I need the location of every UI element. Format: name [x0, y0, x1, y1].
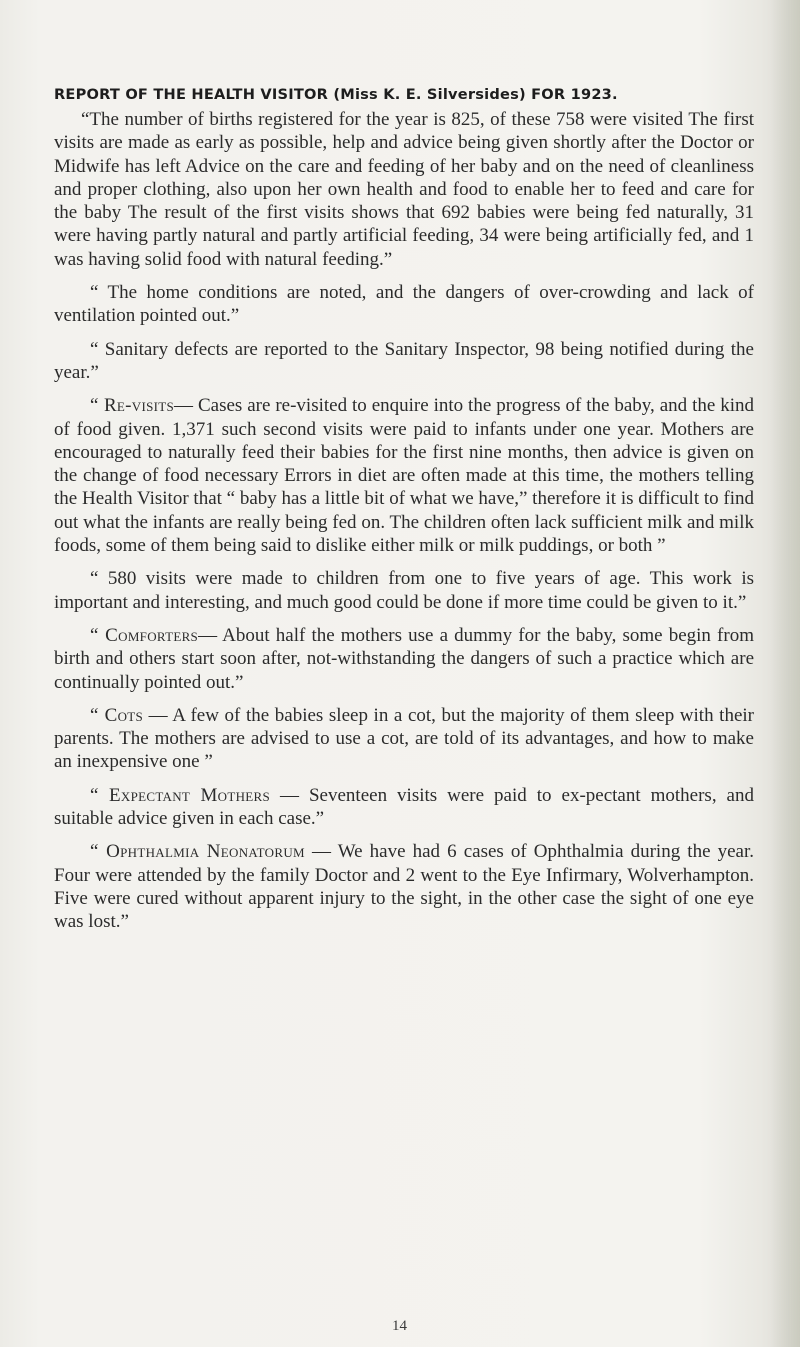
page-number: 14	[392, 1318, 407, 1334]
paragraph-home-conditions	[54, 281, 754, 328]
paragraph-lead: “ Expectant Mothers	[90, 784, 271, 806]
paragraph-re-visits	[54, 394, 754, 557]
paragraph-text: “The number of births registered for the year is 825, of these 758 were visited The first visits are made as early as possible, help and advice being given shortly after the Doctor or Midwife has left Advice on the care and feeding of her baby and on the need of cleanliness and proper clothing, also upon her own health and food to enable her to feed and care for the baby The result of the first visits shows that 692 babies were being fed naturally, 31 were having partly natural and partly artificial feeding, 34 were being artificially fed, and 1 was having solid food with natural feeding.”	[54, 109, 754, 270]
paragraph-comforters	[54, 624, 754, 694]
report-heading: REPORT OF THE HEALTH VISITOR (Miss K. E. Silversides) FOR 1923.	[54, 86, 618, 103]
paragraph-sanitary-defects	[54, 338, 754, 385]
paragraph-cots	[54, 704, 754, 774]
report-body	[54, 86, 754, 944]
paragraph-ophthalmia	[54, 840, 754, 933]
paragraph-child-visits	[54, 567, 754, 614]
paragraph-text: — Cases are re-visited to enquire into the progress of the baby, and the kind of food given. 1,371 such second visits were paid to infants under one year. Mothers are encouraged to naturally feed their babies for the first nine months, then advice is given on the change of food necessary Errors in diet are often made at this time, the mothers telling the Health Visitor that “ baby has a little bit of what we have,” therefore it is difficult to find out what the infants are really being fed on. The children often lack sufficient milk and milk foods, some of them being said to dislike either milk or milk puddings, or both ”	[54, 395, 754, 557]
paragraph-first-visits	[54, 108, 754, 271]
paragraph-text: — We have had 6 cases of Ophthalmia during the year. Four were attended by the family Doctor and 2 went to the Eye Infirmary, Wolverhampton. Five were cured without apparent injury to the sight, in the other case the sight of one eye was lost.”	[54, 841, 754, 933]
page-edge-shadow	[770, 0, 800, 1347]
paragraph-text: — About half the mothers use a dummy for the baby, some begin from birth and others start soon after, not-withstanding the dangers of such a practice which are continually pointed out.”	[54, 624, 754, 693]
paragraph-lead: “ Re-visits	[90, 395, 175, 417]
paragraph-expectant-mothers	[54, 784, 754, 831]
paragraph-lead: “ Comforters	[90, 624, 199, 646]
paragraph-lead: “ Ophthalmia Neonatorum	[90, 841, 305, 863]
paragraph-text: “ The home conditions are noted, and the dangers of over-crowding and lack of ventilation pointed out.”	[54, 282, 754, 327]
paragraph-text: — A few of the babies sleep in a cot, but the majority of them sleep with their parents. The mothers are advised to use a cot, are told of its advantages, and how to make an inexpensive one ”	[54, 704, 754, 773]
paragraph-text: “ Sanitary defects are reported to the Sanitary Inspector, 98 being notified during the year.”	[54, 338, 754, 383]
paragraph-text: “ 580 visits were made to children from one to five years of age. This work is important and interesting, and much good could be done if more time could be given to it.”	[54, 568, 754, 613]
paragraph-text: — Seventeen visits were paid to ex-pectant mothers, and suitable advice given in each case.”	[54, 784, 754, 830]
paragraph-lead: “ Cots	[90, 704, 144, 726]
